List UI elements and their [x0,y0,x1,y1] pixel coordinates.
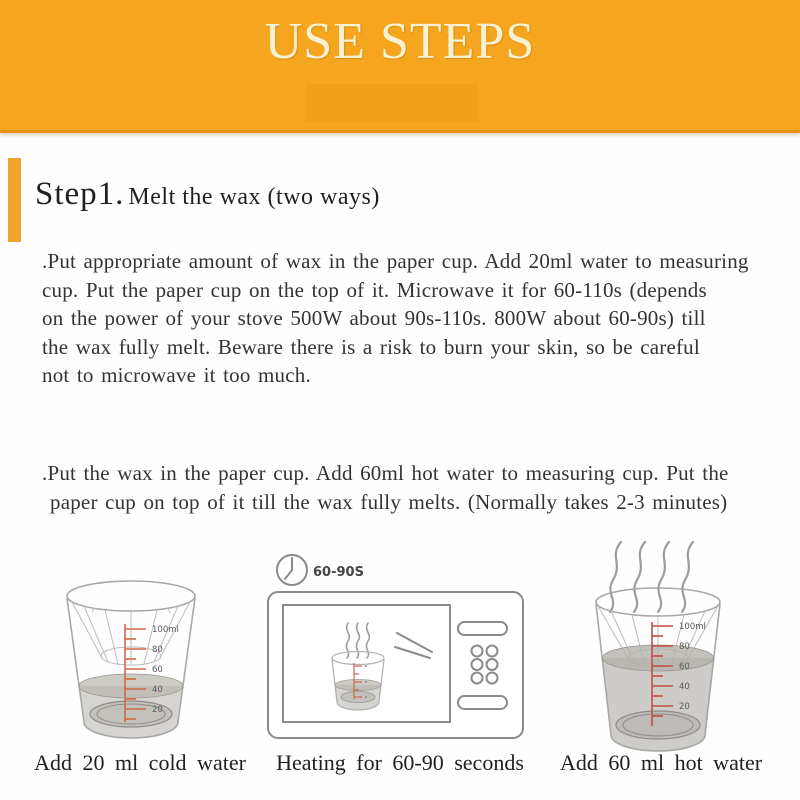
cold-cup-caption: Add 20 ml cold water [34,750,246,775]
microwave-illustration [255,545,545,780]
scale-label: 100ml [679,622,706,632]
paragraph-line: on the power of your stove 500W about 90s-110s. 800W about 60-90s) till [42,306,706,331]
cold-water-fill [79,674,183,738]
paragraph-line: paper cup on top of it till the wax fully melts. (Normally takes 2-3 minutes) [50,489,728,514]
scale-label: 40 [152,685,163,695]
small-cup-water-fill [335,680,381,710]
scale-label: 40 [679,682,690,692]
step1-heading [35,176,380,213]
scale-label: 60 [679,662,690,672]
scale-label: 20 [152,705,163,715]
microwave-body [268,592,523,738]
hot-water-fill [603,645,714,751]
paragraph-line: not to microwave it too much. [42,363,311,388]
hot-water-cup-illustration [555,540,775,755]
hot-cup-caption: Add 60 ml hot water [559,750,763,775]
microwave-caption: Heating for 60-90 seconds [276,750,524,775]
page-title: USE STEPS [264,13,536,70]
scale-label: 100ml [152,625,179,635]
paragraph-line: the wax fully melt. Beware there is a risk to burn your skin, so be careful [42,334,700,359]
steam-icon [610,542,693,612]
header-bottom-edge [0,130,800,133]
paragraph-line: .Put appropriate amount of wax in the paper cup. Add 20ml water to measuring [42,249,749,273]
timer-label: 60-90S [313,565,364,580]
scale-label: 80 [679,642,690,652]
scale-label: 20 [679,702,690,712]
timer-clock-icon [277,555,307,585]
microwave-method-paragraph [42,247,782,390]
step1-accent-bar [8,158,21,242]
title-shadow-decoration [306,84,478,122]
use-steps-header [0,0,800,133]
hot-water-method-paragraph [42,459,782,516]
paragraph-line: cup. Put the paper cup on the top of it. Microwave it for 60-110s (depends [42,277,707,302]
cold-water-cup-illustration [30,556,250,746]
scale-label: 80 [152,645,163,655]
scale-label: 60 [152,665,163,675]
paragraph-line: .Put the wax in the paper cup. Add 60ml hot water to measuring cup. Put the [42,461,729,485]
step1-subtitle: Melt the wax (two ways) [128,184,380,210]
step1-label: Step1. [35,176,125,212]
